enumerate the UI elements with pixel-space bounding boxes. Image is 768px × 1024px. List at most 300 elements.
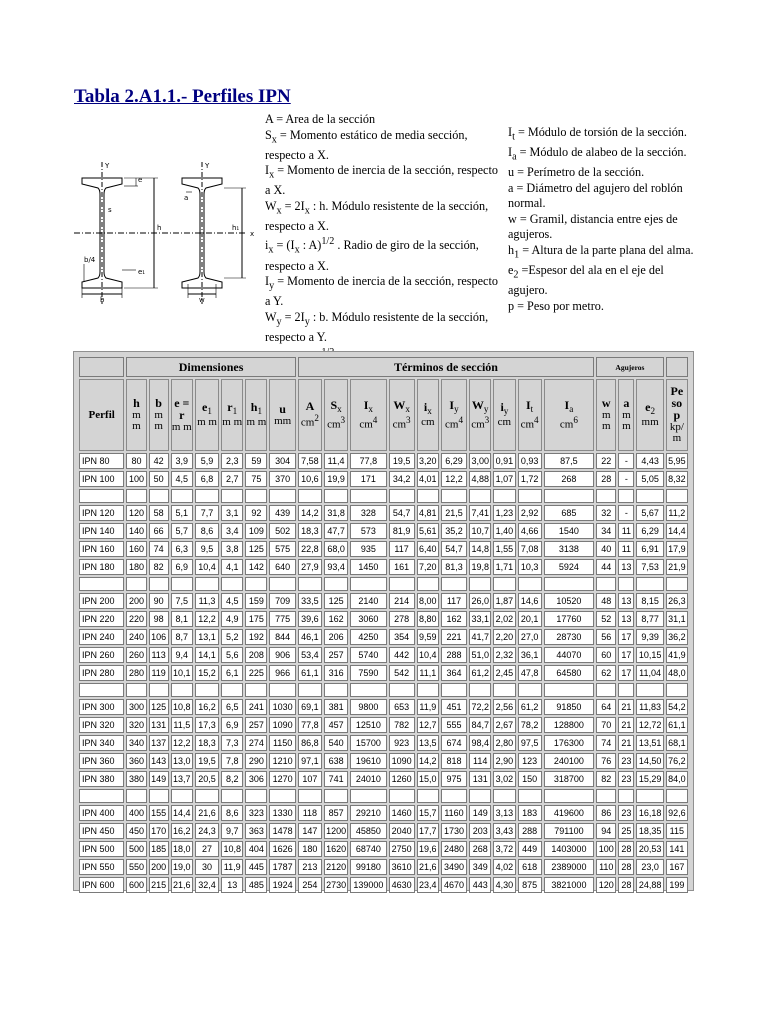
table-cell: 92 — [245, 505, 267, 521]
table-cell: 19,6 — [417, 841, 439, 857]
table-cell: 70 — [596, 717, 616, 733]
table-cell: 100 — [596, 841, 616, 857]
table-cell: 573 — [350, 523, 386, 539]
table-cell: 17 — [618, 647, 634, 663]
table-cell: 2,90 — [493, 753, 515, 769]
table-cell: 98,4 — [469, 735, 491, 751]
table-cell: 2750 — [389, 841, 415, 857]
col-header-symbol: I — [363, 397, 369, 412]
table-cell: 78,2 — [518, 717, 542, 733]
spacer-row — [79, 683, 688, 697]
spacer-cell — [195, 489, 219, 503]
table-cell: 18,3 — [195, 735, 219, 751]
table-row — [79, 665, 688, 681]
table-cell: 33,1 — [469, 611, 491, 627]
col-header-unit: m m — [601, 409, 611, 432]
table-cell: 791100 — [544, 823, 594, 839]
spacer-cell — [221, 489, 243, 503]
table-cell: 53,4 — [298, 647, 322, 663]
spacer-cell — [195, 789, 219, 803]
table-cell: 1924 — [269, 877, 295, 893]
col-header-subscript: x — [405, 403, 410, 414]
table-cell: 64580 — [544, 665, 594, 681]
legend-symbol: u — [508, 165, 515, 180]
legend-text: =Espesor del ala en el eje del agujero. — [508, 263, 664, 298]
table-cell: 709 — [269, 593, 295, 609]
table-cell: 20,5 — [195, 771, 219, 787]
table-cell: 10520 — [544, 593, 594, 609]
table-cell: 3,9 — [171, 453, 193, 469]
table-cell: 1090 — [269, 717, 295, 733]
col-header-symbol: S — [330, 397, 338, 412]
legend-left — [265, 112, 505, 385]
table-cell: 17 — [618, 629, 634, 645]
spacer-cell — [417, 489, 439, 503]
table-row — [79, 771, 688, 787]
col-header-subscript: t — [530, 403, 534, 414]
legend-right — [508, 125, 700, 314]
table-cell: 11,9 — [221, 859, 243, 875]
table-cell: 50 — [149, 471, 169, 487]
spacer-cell — [666, 489, 688, 503]
table-cell: 24010 — [350, 771, 386, 787]
table-cell: 1403000 — [544, 841, 594, 857]
table-cell: 48 — [596, 593, 616, 609]
table-cell: 12,2 — [171, 735, 193, 751]
table-cell: 857 — [324, 805, 348, 821]
table-cell: 5,61 — [417, 523, 439, 539]
table-cell: 28 — [618, 841, 634, 857]
table-cell: 14,8 — [469, 541, 491, 557]
table-cell: 363 — [245, 823, 267, 839]
table-cell: 72,2 — [469, 699, 491, 715]
table-cell: 775 — [269, 611, 295, 627]
table-cell: 9,7 — [221, 823, 243, 839]
table-cell: 27,9 — [298, 559, 322, 575]
spacer-cell — [518, 577, 542, 591]
table-cell: 11 — [618, 523, 634, 539]
legend-right-item — [508, 212, 700, 243]
col-header-subscript: y — [454, 403, 459, 414]
table-cell: 316 — [324, 665, 348, 681]
legend-text: : b. Módulo resistente de la sección, respecto a Y. — [265, 309, 489, 344]
table-cell: 74 — [596, 735, 616, 751]
table-cell: 161 — [389, 559, 415, 575]
spacer-cell — [195, 577, 219, 591]
spacer-cell — [149, 577, 169, 591]
group-blank-2 — [666, 357, 688, 377]
col-header-subscript: y — [483, 403, 489, 414]
table-cell: 2,20 — [493, 629, 515, 645]
table-cell: 81,9 — [389, 523, 415, 539]
table-cell: 1150 — [269, 735, 295, 751]
legend-text: = Módulo de torsión de la sección. — [514, 125, 687, 139]
col-header-unit: m m — [132, 409, 141, 432]
col-header-a — [618, 379, 634, 451]
col-header-unit-sup: 2 — [314, 413, 319, 424]
table-cell: 75 — [245, 471, 267, 487]
table-cell: 22,8 — [298, 541, 322, 557]
table-row — [79, 647, 688, 663]
table-cell: 4,88 — [469, 471, 491, 487]
table-cell: 61,1 — [666, 717, 688, 733]
table-row — [79, 611, 688, 627]
col-header-subscript: 2 — [650, 406, 656, 417]
table-cell: 6,8 — [195, 471, 219, 487]
spacer-cell — [441, 683, 467, 697]
table-cell: 61,2 — [469, 665, 491, 681]
page-title: Tabla 2.A1.1.- Perfiles IPN — [74, 86, 291, 107]
table-cell: 20,1 — [518, 611, 542, 627]
table-cell: 7,8 — [221, 753, 243, 769]
table-cell: 59 — [245, 453, 267, 469]
col-header-symbol: I — [525, 397, 531, 412]
col-header-unit: cm — [559, 418, 574, 431]
col-header-unit: cm — [392, 418, 407, 431]
table-cell: 13,7 — [171, 771, 193, 787]
col-header-unit: cm — [359, 418, 373, 431]
col-header-symbol: b — [155, 396, 162, 410]
table-cell: 2,56 — [493, 699, 515, 715]
col-header-symbol: e — [202, 399, 208, 414]
legend-symbol: S — [265, 127, 272, 142]
table-cell: 34 — [596, 523, 616, 539]
table-cell: 11,5 — [171, 717, 193, 733]
table-cell: 5,7 — [171, 523, 193, 539]
table-cell: 381 — [324, 699, 348, 715]
spacer-cell — [324, 683, 348, 697]
table-cell: 11,9 — [417, 699, 439, 715]
table-cell: 8,7 — [171, 629, 193, 645]
table-cell: 4670 — [441, 877, 467, 893]
legend-text: = Perímetro de la sección. — [514, 165, 645, 180]
legend-left-item — [265, 234, 505, 274]
table-cell: 140 — [126, 523, 146, 539]
table-cell: 451 — [441, 699, 467, 715]
table-cell: 241 — [245, 699, 267, 715]
table-cell: 45850 — [350, 823, 386, 839]
table-cell: 1160 — [441, 805, 467, 821]
spacer-cell — [221, 577, 243, 591]
table-cell: 113 — [149, 647, 169, 663]
spacer-cell — [493, 489, 515, 503]
table-cell: 41,9 — [666, 647, 688, 663]
table-cell: 18,0 — [171, 841, 193, 857]
legend-left-item — [265, 310, 505, 346]
spacer-cell — [245, 683, 267, 697]
table-cell: 11 — [618, 541, 634, 557]
spacer-cell — [389, 577, 415, 591]
table-cell: 110 — [596, 859, 616, 875]
table-cell: 5,67 — [636, 505, 663, 521]
table-row — [79, 717, 688, 733]
profile-name-cell: IPN 340 — [79, 735, 124, 751]
table-cell: 47,7 — [324, 523, 348, 539]
table-cell: 4,9 — [221, 611, 243, 627]
col-header-r1 — [221, 379, 243, 451]
group-dimensiones: Dimensiones — [126, 357, 295, 377]
table-cell: 640 — [269, 559, 295, 575]
table-cell: 8,6 — [195, 523, 219, 539]
spacer-cell — [149, 789, 169, 803]
table-cell: 15,0 — [417, 771, 439, 787]
table-cell: 638 — [324, 753, 348, 769]
col-header-unit: kp/ m — [669, 421, 684, 444]
table-cell: 268 — [544, 471, 594, 487]
table-cell: 26,0 — [469, 593, 491, 609]
table-cell: 11,1 — [417, 665, 439, 681]
table-cell: 68,0 — [324, 541, 348, 557]
table-cell: 340 — [126, 735, 146, 751]
table-cell: 21 — [618, 699, 634, 715]
table-cell: 1730 — [441, 823, 467, 839]
legend-text: . Radio de giro de la sección, respecto a X. — [265, 238, 479, 273]
table-cell: 3,13 — [493, 805, 515, 821]
fig-label-e1: e₁ — [138, 268, 146, 276]
table-cell: 51,0 — [469, 647, 491, 663]
table-cell: 782 — [389, 717, 415, 733]
spacer-cell — [79, 577, 124, 591]
table-cell: 906 — [269, 647, 295, 663]
spacer-row — [79, 489, 688, 503]
col-header-unit-sup: 4 — [372, 414, 378, 425]
profile-name-cell: IPN 320 — [79, 717, 124, 733]
legend-text: = Módulo de alabeo de la sección. — [516, 145, 687, 160]
col-header-symbol: r — [227, 399, 233, 414]
table-cell: 167 — [666, 859, 688, 875]
table-cell: 13 — [618, 611, 634, 627]
table-cell: 18,35 — [636, 823, 663, 839]
table-cell: 1540 — [544, 523, 594, 539]
spacer-cell — [469, 577, 491, 591]
col-header-unit-sup: 3 — [340, 414, 346, 425]
spacer-cell — [126, 683, 146, 697]
table-row — [79, 629, 688, 645]
table-cell: 14,2 — [417, 753, 439, 769]
table-cell: 4,5 — [221, 593, 243, 609]
table-cell: 10,1 — [171, 665, 193, 681]
spacer-cell — [79, 789, 124, 803]
legend-right-item — [508, 299, 700, 315]
profile-name-cell: IPN 450 — [79, 823, 124, 839]
legend-symbol: W — [265, 309, 277, 324]
spacer-row — [79, 789, 688, 803]
table-cell: 15,2 — [195, 665, 219, 681]
table-cell: 23,0 — [636, 859, 663, 875]
table-cell: 328 — [350, 505, 386, 521]
spacer-cell — [618, 577, 634, 591]
table-cell: 7,7 — [195, 505, 219, 521]
table-cell: 56 — [596, 629, 616, 645]
legend-text: : h. Módulo resistente de la sección, respecto a X. — [265, 198, 489, 233]
spacer-cell — [324, 489, 348, 503]
table-cell: 21 — [618, 717, 634, 733]
table-cell: 17,3 — [195, 717, 219, 733]
table-cell: 4,1 — [221, 559, 243, 575]
spacer-cell — [126, 577, 146, 591]
table-cell: 11,3 — [195, 593, 219, 609]
profile-name-cell: IPN 120 — [79, 505, 124, 521]
table-cell: 8,15 — [636, 593, 663, 609]
spacer-cell — [518, 789, 542, 803]
table-row — [79, 505, 688, 521]
table-cell: 19,5 — [389, 453, 415, 469]
ipn-section-figure — [74, 158, 260, 306]
col-header-perfil: Perfil — [79, 379, 124, 451]
table-cell: 97,5 — [518, 735, 542, 751]
legend-subscript: y — [276, 316, 282, 328]
table-cell: 9,39 — [636, 629, 663, 645]
table-cell: 288 — [518, 823, 542, 839]
table-cell: 42 — [149, 453, 169, 469]
table-cell: 17,9 — [666, 541, 688, 557]
col-header-sx — [324, 379, 348, 451]
table-cell: 923 — [389, 735, 415, 751]
table-cell: 10,7 — [469, 523, 491, 539]
legend-symbol: A — [265, 112, 274, 126]
table-cell: 142 — [245, 559, 267, 575]
table-cell: 220 — [126, 611, 146, 627]
legend-symbol: p — [508, 298, 515, 313]
col-header-it — [518, 379, 542, 451]
table-cell: 2,92 — [518, 505, 542, 521]
table-cell: 1270 — [269, 771, 295, 787]
legend-symbol: W — [265, 198, 277, 213]
table-cell: 13 — [618, 559, 634, 575]
table-cell: 149 — [469, 805, 491, 821]
legend-text: = 2I — [281, 198, 305, 213]
spacer-cell — [441, 489, 467, 503]
table-cell: 170 — [149, 823, 169, 839]
table-cell: 28730 — [544, 629, 594, 645]
table-row — [79, 593, 688, 609]
table-cell: 141 — [666, 841, 688, 857]
spacer-cell — [469, 683, 491, 697]
table-cell: 306 — [245, 771, 267, 787]
table-cell: 4,30 — [493, 877, 515, 893]
legend-subscript: y — [304, 316, 310, 328]
legend-subscript: x — [269, 169, 275, 181]
spacer-cell — [298, 789, 322, 803]
table-cell: 674 — [441, 735, 467, 751]
table-cell: 5,2 — [221, 629, 243, 645]
table-cell: 11,04 — [636, 665, 663, 681]
profile-name-cell: IPN 600 — [79, 877, 124, 893]
spacer-cell — [149, 489, 169, 503]
table-cell: 450 — [126, 823, 146, 839]
table-cell: 320 — [126, 717, 146, 733]
table-cell: 44 — [596, 559, 616, 575]
table-cell: 22 — [596, 453, 616, 469]
spacer-cell — [636, 489, 663, 503]
col-header-unit-sup: 3 — [484, 414, 490, 425]
table-cell: 17760 — [544, 611, 594, 627]
table-cell: 257 — [245, 717, 267, 733]
table-cell: 10,15 — [636, 647, 663, 663]
table-cell: 21,9 — [666, 559, 688, 575]
spacer-cell — [518, 489, 542, 503]
col-header-symbol: u — [279, 401, 286, 416]
table-cell: 143 — [149, 753, 169, 769]
table-cell: 106 — [149, 629, 169, 645]
spacer-row — [79, 577, 688, 591]
table-cell: 13,5 — [417, 735, 439, 751]
table-cell: 46,1 — [298, 629, 322, 645]
legend-symbol: h — [508, 243, 515, 258]
table-cell: 288 — [441, 647, 467, 663]
table-cell: 257 — [324, 647, 348, 663]
table-cell: 159 — [245, 593, 267, 609]
table-cell: 23 — [618, 771, 634, 787]
col-header-symbol: Pe so p — [670, 384, 684, 422]
table-cell: 58 — [149, 505, 169, 521]
table-cell: 443 — [469, 877, 491, 893]
table-cell: 14,6 — [518, 593, 542, 609]
table-cell: 1330 — [269, 805, 295, 821]
spacer-cell — [171, 577, 193, 591]
table-cell: 1210 — [269, 753, 295, 769]
table-cell: 131 — [149, 717, 169, 733]
fig-label-e: e — [138, 176, 143, 184]
legend-text: = Momento de inercia de la sección, respecto a X. — [265, 163, 498, 198]
table-cell: 8,32 — [666, 471, 688, 487]
table-cell: 5,1 — [171, 505, 193, 521]
table-cell: 17 — [618, 665, 634, 681]
profile-name-cell: IPN 240 — [79, 629, 124, 645]
legend-symbol: I — [508, 125, 513, 139]
table-cell: 90 — [149, 593, 169, 609]
table-cell: 0,91 — [493, 453, 515, 469]
group-agujeros: Agujeros — [596, 357, 664, 377]
table-cell: 74 — [149, 541, 169, 557]
table-cell: 62 — [596, 665, 616, 681]
table-cell: 200 — [149, 859, 169, 875]
table-cell: 11,83 — [636, 699, 663, 715]
spacer-cell — [441, 789, 467, 803]
table-cell: 380 — [126, 771, 146, 787]
legend-symbol: i — [265, 238, 269, 253]
table-cell: 147 — [298, 823, 322, 839]
table-cell: 76 — [596, 753, 616, 769]
table-cell: 128800 — [544, 717, 594, 733]
table-cell: 16,2 — [171, 823, 193, 839]
spacer-cell — [636, 577, 663, 591]
col-header-symbol: w — [601, 396, 611, 410]
table-cell: 14,4 — [666, 523, 688, 539]
table-cell: 2,45 — [493, 665, 515, 681]
table-cell: 818 — [441, 753, 467, 769]
table-cell: 3,8 — [221, 541, 243, 557]
col-header-unit: m m — [197, 416, 217, 429]
table-cell: 2,32 — [493, 647, 515, 663]
table-cell: 966 — [269, 665, 295, 681]
spacer-cell — [417, 577, 439, 591]
ipn-table-frame — [73, 351, 694, 891]
table-cell: 28 — [618, 859, 634, 875]
col-header-unit: m m — [246, 416, 267, 429]
profile-name-cell: IPN 500 — [79, 841, 124, 857]
legend-subscript: t — [512, 131, 515, 143]
table-cell: 10,3 — [518, 559, 542, 575]
spacer-cell — [221, 683, 243, 697]
fig-label-b4: b/4 — [84, 256, 96, 264]
table-cell: 39,6 — [298, 611, 322, 627]
table-cell: 2480 — [441, 841, 467, 857]
table-cell: 31,1 — [666, 611, 688, 627]
table-cell: 2,02 — [493, 611, 515, 627]
table-cell: 13,0 — [171, 753, 193, 769]
table-cell: 60 — [596, 647, 616, 663]
